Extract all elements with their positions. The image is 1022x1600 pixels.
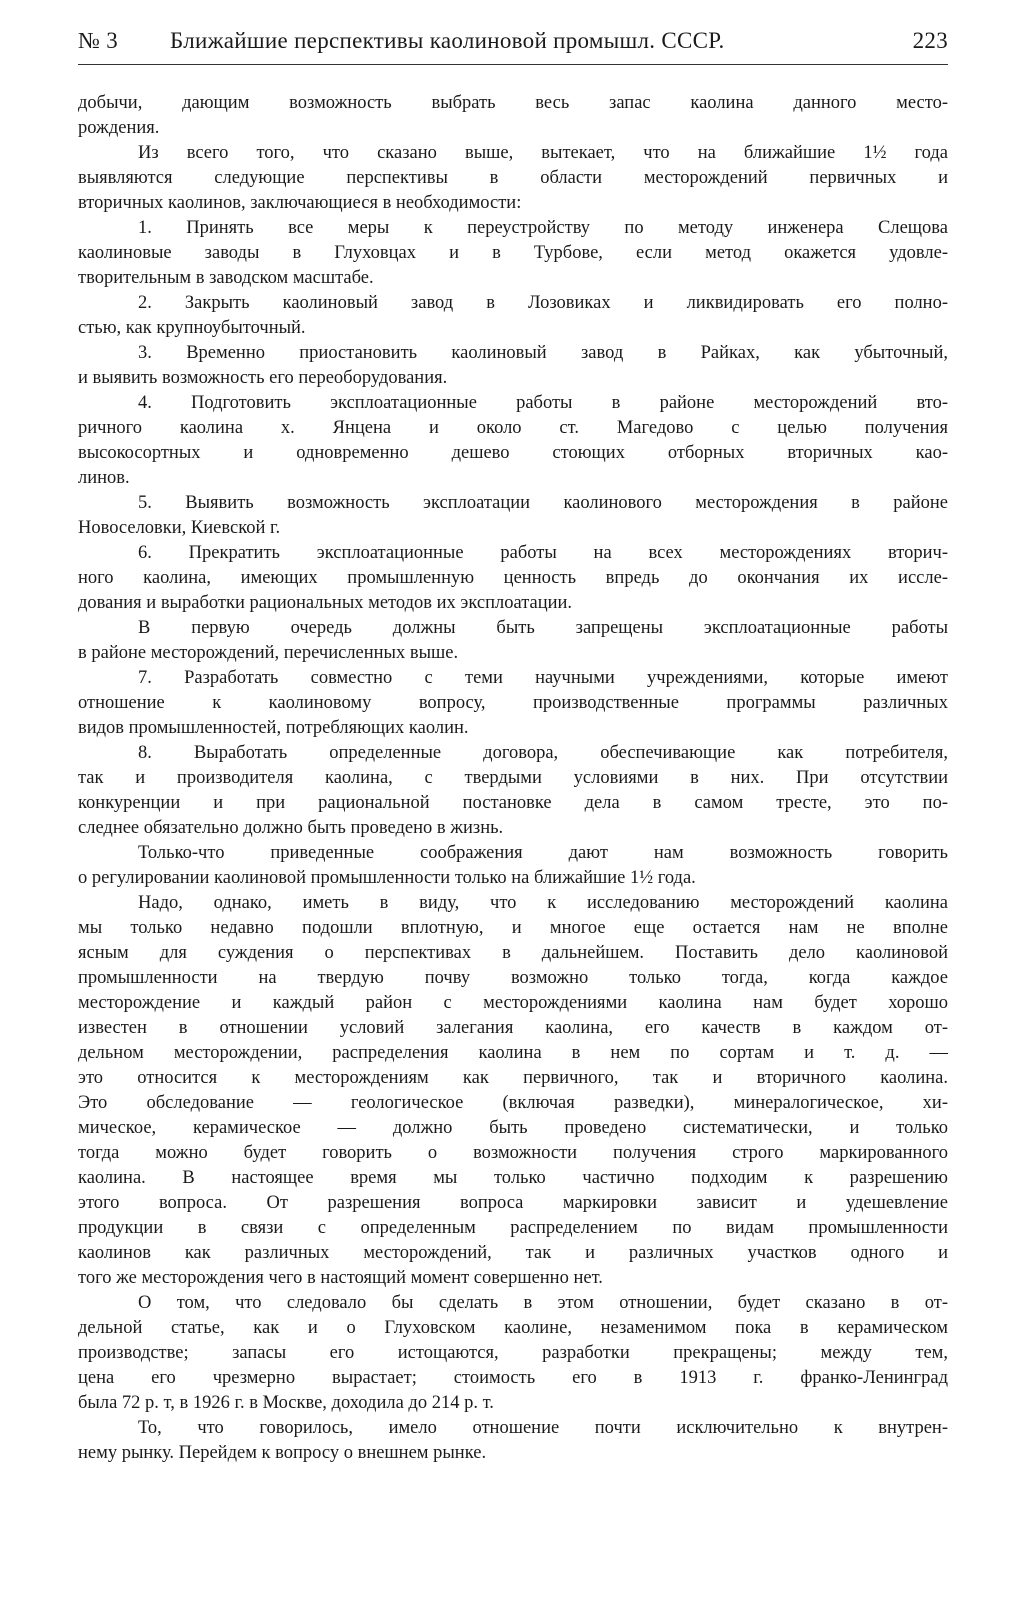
text-line: дельной статье, как и о Глуховском каолине, незаменимом пока в керамическом [78,1318,948,1338]
text-line: известен в отношении условий залегания каолина, его качеств в каждом от- [78,1018,948,1038]
text-line: ричного каолина х. Янцена и около ст. Магедово с целью получения [78,418,948,438]
text-line: Только-что приведенные соображения дают нам возможность говорить [138,843,948,863]
text-line: О том, что следовало бы сделать в этом отношении, будет сказано в от- [138,1293,948,1313]
text-line: в районе месторождений, перечисленных выше. [78,643,459,663]
text-line: 8. Выработать определенные договора, обеспечивающие как потребителя, [138,743,948,763]
text-line: вторичных каолинов, заключающиеся в необходимости: [78,193,522,213]
text-line: То, что говорилось, имело отношение почти исключительно к внутрен- [138,1418,948,1438]
text-line: рождения. [78,118,160,138]
text-line: продукции в связи с определенным распределением по видам промышленности [78,1218,948,1238]
text-line: дования и выработки рациональных методов их эксплоатации. [78,593,573,613]
text-line: того же месторождения чего в настоящий момент совершенно нет. [78,1268,603,1288]
text-line: следнее обязательно должно быть проведено в жизнь. [78,818,504,838]
text-line: была 72 р. т, в 1926 г. в Москве, доходила до 214 р. т. [78,1393,494,1413]
text-line: 1. Принять все меры к переустройству по методу инженера Слещова [138,218,948,238]
body-text [78,91,948,1466]
text-line: Это обследование — геологическое (включая разведки), минералогическое, хи- [78,1093,948,1113]
text-line: мы только недавно подошли вплотную, и многое еще остается нам не вполне [78,918,948,938]
text-line: каолинов как различных месторождений, так и различных участков одного и [78,1243,948,1263]
running-header [78,26,948,56]
text-line: это относится к месторождениям как первичного, так и вторичного каолина. [78,1068,948,1088]
text-line: Надо, однако, иметь в виду, что к исследованию месторождений каолина [138,893,948,913]
text-line: нему рынку. Перейдем к вопросу о внешнем рынке. [78,1443,487,1463]
text-line: Из всего того, что сказано выше, вытекает, что на ближайшие 1½ года [138,143,948,163]
issue-number: № 3 [78,28,119,53]
text-line: отношение к каолиновому вопросу, производственные программы различных [78,693,948,713]
text-line: промышленности на твердую почву возможно только тогда, когда каждое [78,968,948,988]
page-number: 223 [912,28,948,53]
text-line: каолина. В настоящее время мы только частично подходим к разрешению [78,1168,948,1188]
document-page [78,26,948,1466]
text-line: тогда можно будет говорить о возможности получения строго маркированного [78,1143,948,1163]
text-line: о регулировании каолиновой промышленности только на ближайшие 1½ года. [78,868,696,888]
text-line: 5. Выявить возможность эксплоатации каолинового месторождения в районе [138,493,948,513]
text-line: ного каолина, имеющих промышленную ценность впредь до окончания их иссле- [78,568,948,588]
text-line: творительным в заводском масштабе. [78,268,374,288]
text-line: высокосортных и одновременно дешево стоющих отборных вторичных као- [78,443,948,463]
text-line: мическое, керамическое — должно быть проведено систематически, и только [78,1118,948,1138]
header-rule [78,64,948,65]
text-line: линов. [78,468,130,488]
text-line: видов промышленностей, потребляющих каолин. [78,718,469,738]
text-line: 2. Закрыть каолиновый завод в Лозовиках и ликвидировать его полно- [138,293,948,313]
text-line: ясным для суждения о перспективах в дальнейшем. Поставить дело каолиновой [78,943,948,963]
text-line: 4. Подготовить эксплоатационные работы в районе месторождений вто- [138,393,948,413]
text-line: дельном месторождении, распределения каолина в нем по сортам и т. д. — [78,1043,948,1063]
text-line: производстве; запасы его истощаются, разработки прекращены; между тем, [78,1343,948,1363]
text-line: этого вопроса. От разрешения вопроса маркировки зависит и удешевление [78,1193,948,1213]
text-line: каолиновые заводы в Глуховцах и в Турбове, если метод окажется удовле- [78,243,948,263]
text-line: так и производителя каолина, с твердыми условиями в них. При отсутствии [78,768,948,788]
text-line: 3. Временно приостановить каолиновый завод в Райках, как убыточный, [138,343,948,363]
text-line: и выявить возможность его переоборудования. [78,368,448,388]
text-line: Новоселовки, Киевской г. [78,518,281,538]
text-line: добычи, дающим возможность выбрать весь запас каолина данного место- [78,93,948,113]
text-line: 7. Разработать совместно с теми научными учреждениями, которые имеют [138,668,948,688]
text-line: месторождение и каждый район с месторождениями каолина нам будет хорошо [78,993,948,1013]
text-line: выявляются следующие перспективы в области месторождений первичных и [78,168,948,188]
text-line: 6. Прекратить эксплоатационные работы на всех месторождениях вторич- [138,543,948,563]
text-line: В первую очередь должны быть запрещены эксплоатационные работы [138,618,948,638]
text-line: цена его чрезмерно вырастает; стоимость его в 1913 г. франко-Ленинград [78,1368,948,1388]
text-line: конкуренции и при рациональной постановке дела в самом тресте, это по- [78,793,948,813]
running-title: Ближайшие перспективы каолиновой промышл. СССР. [170,28,725,53]
text-line: стью, как крупноубыточный. [78,318,306,338]
